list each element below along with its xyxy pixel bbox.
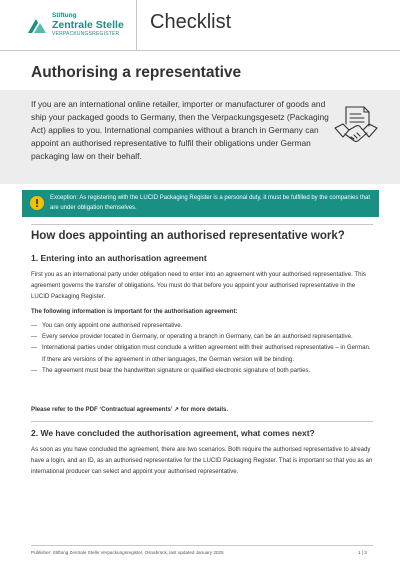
- handshake-contract-icon: [333, 104, 379, 150]
- logo-line-3: VERPACKUNGSREGISTER: [52, 31, 120, 37]
- header-rule: [0, 50, 400, 51]
- document-type: Checklist: [150, 11, 232, 33]
- section-heading: How does appointing an authorised representative work?: [31, 230, 345, 242]
- list-item: — You can only appoint one authorised representative.: [31, 322, 183, 329]
- step-2-heading: 2. We have concluded the authorisation agreement, what comes next?: [31, 428, 315, 438]
- header-divider: [136, 0, 137, 50]
- logo-line-2: Zentrale Stelle: [52, 19, 124, 31]
- notice-text: Exception: As registering with the LUCID Packaging Register is a personal duty, it must be fulfilled by the companies that are under obligation themselves.: [50, 195, 371, 211]
- divider: [31, 224, 373, 225]
- intro-box: [0, 90, 400, 184]
- list-item: — The agreement must bear the handwritten signature or qualified electronic signature of both parties.: [31, 366, 311, 374]
- list-heading: The following information is important for the authorisation agreement:: [31, 308, 238, 315]
- page-number: 1 | 3: [358, 550, 367, 555]
- notice-banner: [22, 190, 379, 217]
- list-item: — International parties under obligation must conclude a written agreement with their authorised representative – in German. If there are versions of the agreement in other languages, the German version will be binding.: [31, 344, 371, 363]
- logo: [26, 12, 126, 40]
- footer-publisher: Publisher: Stiftung Zentrale Stelle Verpackungsregister, Osnabrück, last updated January 2025: [31, 550, 224, 555]
- requirements-list: [31, 320, 374, 376]
- footer-rule: [31, 545, 373, 546]
- step-1-paragraph: First you as an international party under obligation need to enter into an agreement with your authorised representative. This agreement governs the transfer of obligations. You must do that before you appoint your authorised representative in the LUCID Packaging Register.: [31, 271, 366, 301]
- intro-text: If you are an international online retailer, importer or manufacturer of goods and ship your packaged goods to Germany, then the Verpackungsgesetz (Packaging Act) applies to you. International companies without a branch in Germany can appoint an authorised representative to fulfil their obligations under German packaging law on their behalf.: [31, 99, 329, 162]
- step-1-heading: 1. Entering into an authorisation agreement: [31, 253, 207, 263]
- zsvr-logo-icon: [26, 16, 48, 36]
- step-2-paragraph: As soon as you have concluded the agreement, there are two scenarios. Both require the authorised representative to already have a login, and an ID, as an authorised representative for the LUCID Packaging Register. That is important so that you as an international producer can select and appoint your authorised representative.: [31, 446, 373, 476]
- list-item: — Every service provider located in Germany, or operating a branch in Germany, can be an authorised representative.: [31, 333, 353, 341]
- logo-line-1: Stiftung: [52, 12, 77, 19]
- page-header: [0, 0, 400, 50]
- page-title: Authorising a representative: [31, 64, 242, 81]
- contractual-agreements-link[interactable]: Please refer to the PDF ‘Contractual agreements’ ↗ for more details.: [31, 406, 229, 413]
- warning-icon: [30, 196, 44, 210]
- divider: [31, 421, 373, 422]
